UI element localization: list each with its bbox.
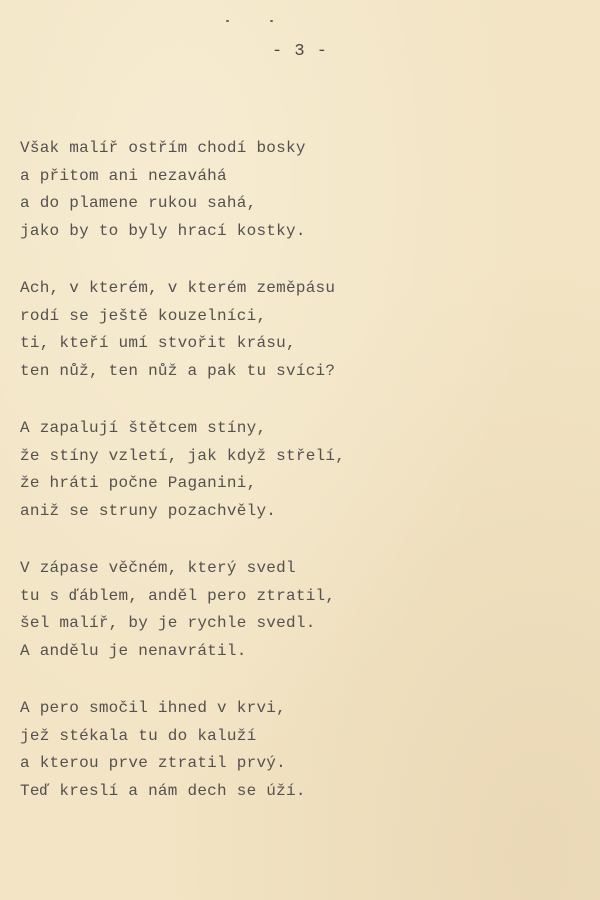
- poem-line: že stíny vzletí, jak když střelí,: [20, 446, 346, 465]
- poem-line: šel malíř, by je rychle svedl.: [20, 614, 316, 632]
- stanza-1: [20, 135, 580, 245]
- poem-line: jež stékala tu do kaluží: [20, 726, 257, 745]
- poem-line: a kterou prve ztratil prvý.: [20, 754, 286, 772]
- stanza-3: [20, 415, 580, 525]
- stanza-4: [20, 555, 580, 665]
- poem: [20, 135, 580, 835]
- page-number: - 3 -: [271, 42, 328, 61]
- poem-line: V zápase věčném, který svedl: [20, 559, 296, 577]
- poem-line: A andělu je nenavrátil.: [20, 641, 247, 660]
- poem-line: A zapalují štětcem stíny,: [20, 419, 267, 437]
- poem-line: že hráti počne Paganini,: [20, 474, 257, 492]
- poem-line: tu s ďáblem, anděl pero ztratil,: [20, 586, 336, 605]
- poem-line: rodí se ještě kouzelníci,: [20, 306, 267, 325]
- poem-line: Ach, v kterém, v kterém zeměpásu: [20, 279, 336, 297]
- paper-speck: [270, 20, 273, 22]
- poem-line: a do plamene rukou sahá,: [20, 194, 257, 212]
- poem-line: ten nůž, ten nůž a pak tu svíci?: [20, 361, 336, 380]
- poem-line: A pero smočil ihned v krvi,: [20, 699, 286, 717]
- poem-line: Teď kreslí a nám dech se úží.: [20, 781, 306, 800]
- poem-line: ti, kteří umí stvořit krásu,: [20, 334, 296, 352]
- poem-line: a přitom ani nezaváhá: [20, 166, 227, 185]
- stanza-5: [20, 695, 580, 805]
- stanza-2: [20, 275, 580, 385]
- poem-line: jako by to byly hrací kostky.: [20, 221, 306, 240]
- poem-line: aniž se struny pozachvěly.: [20, 501, 277, 520]
- paper-speck: [226, 20, 229, 22]
- poem-line: Však malíř ostřím chodí bosky: [20, 139, 306, 157]
